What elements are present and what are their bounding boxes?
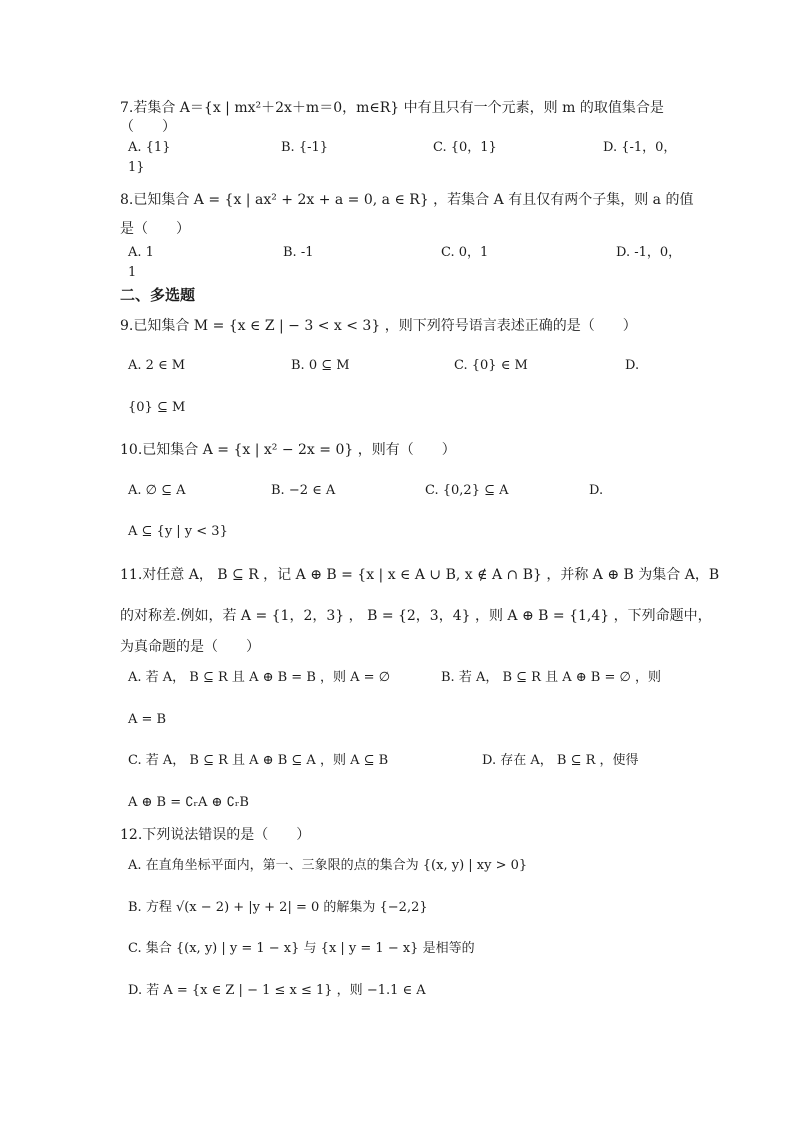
q7-option-d-cont: 1} — [128, 160, 145, 175]
q7-option-b: B. {-1} — [281, 140, 329, 155]
q12-option-b: B. 方程 √(x − 2) + |y + 2| = 0 的解集为 {−2,2} — [128, 900, 428, 915]
q11-option-c: C. 若 A， B ⊆ R 且 A ⊕ B ⊆ A ，则 A ⊆ B — [128, 753, 389, 768]
q10-option-a: A. ∅ ⊆ A — [128, 483, 186, 498]
q8-stem-line1: 8.已知集合 A = {x | ax² + 2x + a = 0, a ∈ R} ，若集合 A 有且仅有两个子集，则 a 的值 — [120, 192, 694, 208]
q8-option-a: A. 1 — [128, 245, 154, 260]
q12-option-d: D. 若 A = {x ∈ Z | − 1 ≤ x ≤ 1} ，则 −1.1 ∈ A — [128, 983, 426, 998]
q7-option-c: C. {0，1} — [433, 140, 497, 155]
q11-option-d-cont: A ⊕ B = ∁ᵣA ⊕ ∁ᵣB — [128, 795, 249, 810]
q12-stem: 12.下列说法错误的是（ ） — [120, 827, 311, 843]
q8-option-b: B. -1 — [283, 245, 314, 260]
q8-option-c: C. 0，1 — [441, 245, 489, 260]
section-title: 二、多选题 — [120, 286, 196, 304]
q8-option-d-cont: 1 — [128, 265, 137, 280]
q10-option-c: C. {0,2} ⊆ A — [425, 483, 509, 498]
q9-option-d: D. — [625, 358, 640, 373]
q11-stem-line3: 为真命题的是（ ） — [120, 639, 260, 655]
q7-option-d: D. {-1，0， — [603, 140, 677, 155]
q9-option-d-cont: {0} ⊆ M — [128, 400, 186, 415]
q8-stem-line2: 是（ ） — [120, 221, 190, 237]
q7-stem-line2: （ ） — [120, 119, 176, 135]
q11-option-a: A. 若 A， B ⊆ R 且 A ⊕ B = B ，则 A = ∅ — [128, 670, 391, 685]
q11-option-d: D. 存在 A， B ⊆ R ，使得 — [482, 753, 639, 768]
q8-option-d: D. -1，0， — [616, 245, 682, 260]
q11-option-b: B. 若 A， B ⊆ R 且 A ⊕ B = ∅ ，则 — [441, 670, 661, 685]
q11-stem-line1: 11.对任意 A， B ⊆ R ，记 A ⊕ B = {x | x ∈ A ∪ B, x ∉ A ∩ B} ，并称 A ⊕ B 为集合 A，B — [120, 567, 720, 583]
q9-option-b: B. 0 ⊆ M — [291, 358, 350, 373]
q10-option-d-cont: A ⊆ {y | y < 3} — [128, 524, 228, 539]
q9-option-a: A. 2 ∈ M — [128, 358, 186, 373]
q11-stem-line2: 的对称差.例如，若 A = {1，2，3} ， B = {2，3，4} ，则 A ⊕ B = {1,4} ，下列命题中， — [120, 608, 712, 624]
q10-option-d: D. — [589, 483, 604, 498]
q9-option-c: C. {0} ∈ M — [454, 358, 528, 373]
q10-stem: 10.已知集合 A = {x | x² − 2x = 0} ，则有（ ） — [120, 442, 456, 458]
q11-option-b-cont: A = B — [128, 712, 167, 727]
q10-option-b: B. −2 ∈ A — [271, 483, 336, 498]
q7-option-a: A. {1} — [128, 140, 171, 155]
q9-stem: 9.已知集合 M = {x ∈ Z | − 3 < x < 3} ，则下列符号语言表述正确的是（ ） — [120, 318, 637, 334]
q12-option-c: C. 集合 {(x, y) | y = 1 − x} 与 {x | y = 1 − x} 是相等的 — [128, 941, 475, 956]
q7-stem-line1: 7.若集合 A＝{x | mx²＋2x＋m＝0，m∈R} 中有且只有一个元素，则 m 的取值集合是 — [120, 100, 664, 116]
q12-option-a: A. 在直角坐标平面内，第一、三象限的点的集合为 {(x, y) | xy > 0} — [128, 858, 528, 873]
